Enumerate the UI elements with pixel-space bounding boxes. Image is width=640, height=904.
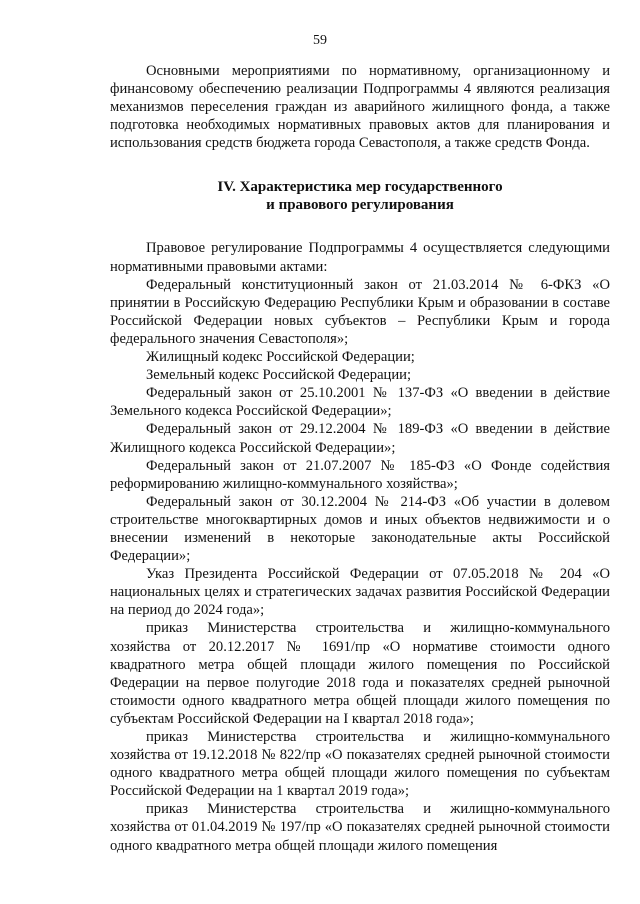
section-title-line-1: IV. Характеристика мер государственного bbox=[217, 179, 503, 196]
paragraph-legal-basis: Правовое регулирование Подпрограммы 4 осуществляется следующими нормативными правовыми актами: bbox=[110, 240, 610, 275]
intro-paragraph: Основными мероприятиями по нормативному, организационному и финансовому обеспечению реализации Подпрограммы 4 являются реализация механизмов переселения граждан из аварийного жилищного фонда, а также подготовка необходимых нормативных правовых актов для планирования и использования средств бюджета города Севастополя, а также средств Фонда. bbox=[110, 63, 610, 152]
page-number: 59 bbox=[313, 33, 327, 48]
paragraph-order-1691: приказ Министерства строительства и жилищно-коммунального хозяйства от 20.12.2017 № 1691/пр «О нормативе стоимости одного квадратного метра общей площади жилого помещения по Российской Федерации на первое полугодие 2018 года и показателях средней рыночной стоимости одного квадратного метра общей площади жилого помещения по субъектам Российской Федерации на I квартал 2018 года»; bbox=[110, 620, 610, 727]
paragraph-order-197: приказ Министерства строительства и жилищно-коммунального хозяйства от 01.04.2019 № 197/пр «О показателях средней рыночной стоимости одного квадратного метра общей площади жилого помещения bbox=[110, 801, 610, 854]
paragraph-law-214-fz: Федеральный закон от 30.12.2004 № 214-ФЗ «Об участии в долевом строительстве многоквартирных домов и иных объектов недвижимости и о внесении изменений в некоторые законодательные акты Российской Федерации»; bbox=[110, 493, 610, 565]
document-body bbox=[110, 62, 610, 855]
paragraph-law-185-fz: Федеральный закон от 21.07.2007 № 185-ФЗ «О Фонде содействия реформированию жилищно-коммунального хозяйства»; bbox=[110, 457, 610, 492]
paragraph-law-6-fkz: Федеральный конституционный закон от 21.03.2014 № 6-ФКЗ «О принятии в Российскую Федерацию Республики Крым и образовании в составе Российской Федерации новых субъектов – Республики Крым и города федерального значения Севастополя»; bbox=[110, 276, 610, 347]
section-title bbox=[110, 178, 610, 214]
section-title-line-2: и правового регулирования bbox=[266, 197, 454, 214]
paragraph-land-code: Земельный кодекс Российской Федерации; bbox=[146, 367, 412, 384]
paragraph-law-137-fz: Федеральный закон от 25.10.2001 № 137-ФЗ «О введении в действие Земельного кодекса Российской Федерации»; bbox=[110, 385, 610, 420]
paragraph-decree-204: Указ Президента Российской Федерации от 07.05.2018 № 204 «О национальных целях и стратегических задачах развития Российской Федерации на период до 2024 года»; bbox=[110, 566, 610, 619]
paragraph-order-822: приказ Министерства строительства и жилищно-коммунального хозяйства от 19.12.2018 № 822/пр «О показателях средней рыночной стоимости одного квадратного метра общей площади жилого помещения по субъектам Российской Федерации на 1 квартал 2019 года»; bbox=[110, 729, 610, 800]
paragraph-law-189-fz: Федеральный закон от 29.12.2004 № 189-ФЗ «О введении в действие Жилищного кодекса Российской Федерации»; bbox=[110, 421, 610, 456]
paragraph-housing-code: Жилищный кодекс Российской Федерации; bbox=[146, 349, 415, 366]
